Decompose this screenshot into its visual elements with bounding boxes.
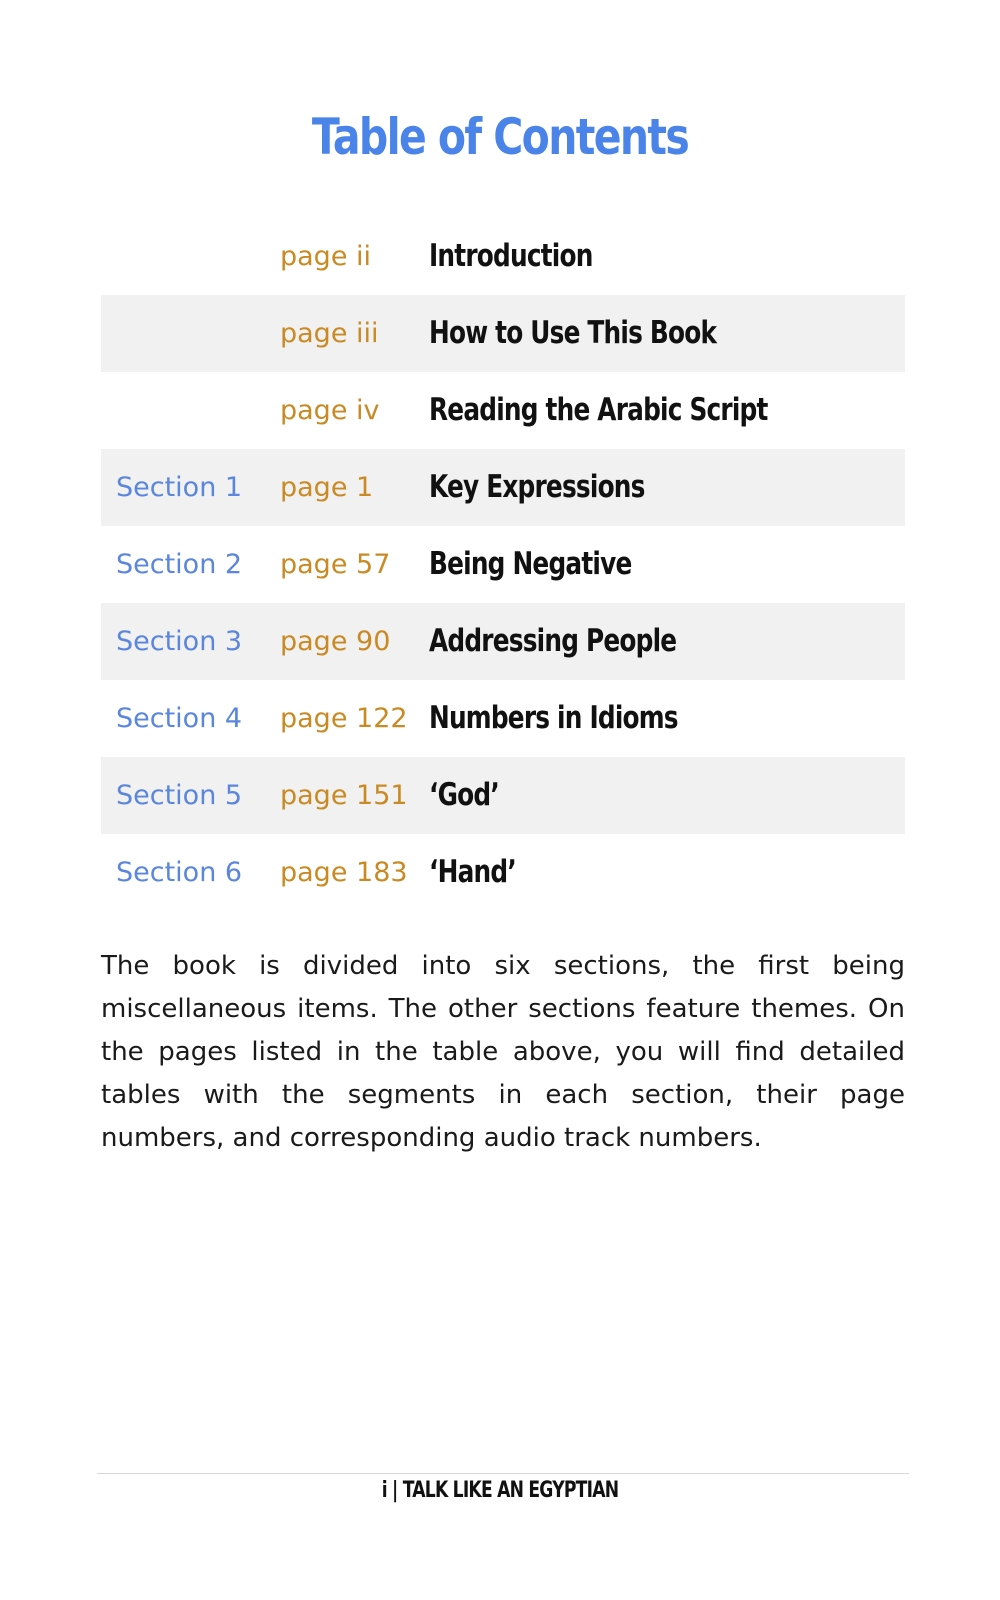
toc-entry-title: Reading the Arabic Script (429, 392, 768, 428)
toc-page-number: page 90 (280, 626, 391, 657)
toc-section-label: Section 3 (116, 626, 243, 657)
footer-divider (97, 1473, 909, 1474)
toc-page-number: page iii (280, 318, 379, 349)
page-title: Table of Contents (311, 108, 689, 166)
toc-page-number: page ii (280, 241, 372, 272)
toc-row-section-1 (101, 449, 905, 526)
toc-entry-title: How to Use This Book (429, 315, 717, 351)
toc-entry-title: Being Negative (429, 546, 632, 582)
toc-page-number: page 183 (280, 857, 408, 888)
footer-separator: | (392, 1478, 398, 1503)
toc-row-section-4 (101, 680, 905, 757)
body-paragraph: The book is divided into six sections, the first being miscellaneous items. The other sections feature themes. On the pages listed in the table above, you will find detailed tables with the segments in each section, their page numbers, and corresponding audio track numbers. (101, 951, 905, 1153)
footer-page-number: i (381, 1478, 387, 1503)
toc-entry-title: ‘Hand’ (429, 854, 516, 890)
toc-entry-title: Numbers in Idioms (429, 700, 678, 736)
toc-row-how-to-use (101, 295, 905, 372)
toc-row-introduction (101, 218, 905, 295)
toc-entry-title: ‘God’ (429, 777, 499, 813)
toc-page-number: page 151 (280, 780, 408, 811)
toc-section-label: Section 2 (116, 549, 243, 580)
toc-row-arabic-script (101, 372, 905, 449)
toc-row-section-2 (101, 526, 905, 603)
toc-section-label: Section 4 (116, 703, 243, 734)
toc-page-number: page 57 (280, 549, 391, 580)
toc-page-number: page iv (280, 395, 380, 426)
toc-section-label: Section 5 (116, 780, 243, 811)
toc-section-label: Section 1 (116, 472, 243, 503)
toc-entry-title: Key Expressions (429, 469, 645, 505)
toc-entry-title: Introduction (429, 238, 593, 274)
footer-book-title: TALK LIKE AN EGYPTIAN (402, 1478, 619, 1503)
toc-entry-title: Addressing People (429, 623, 677, 659)
toc-page-number: page 122 (280, 703, 408, 734)
page-footer (110, 1478, 890, 1503)
toc-row-section-3 (101, 603, 905, 680)
toc-page-number: page 1 (280, 472, 374, 503)
toc-row-section-6 (101, 834, 905, 911)
toc-section-label: Section 6 (116, 857, 243, 888)
toc-row-section-5 (101, 757, 905, 834)
table-of-contents (101, 218, 905, 911)
